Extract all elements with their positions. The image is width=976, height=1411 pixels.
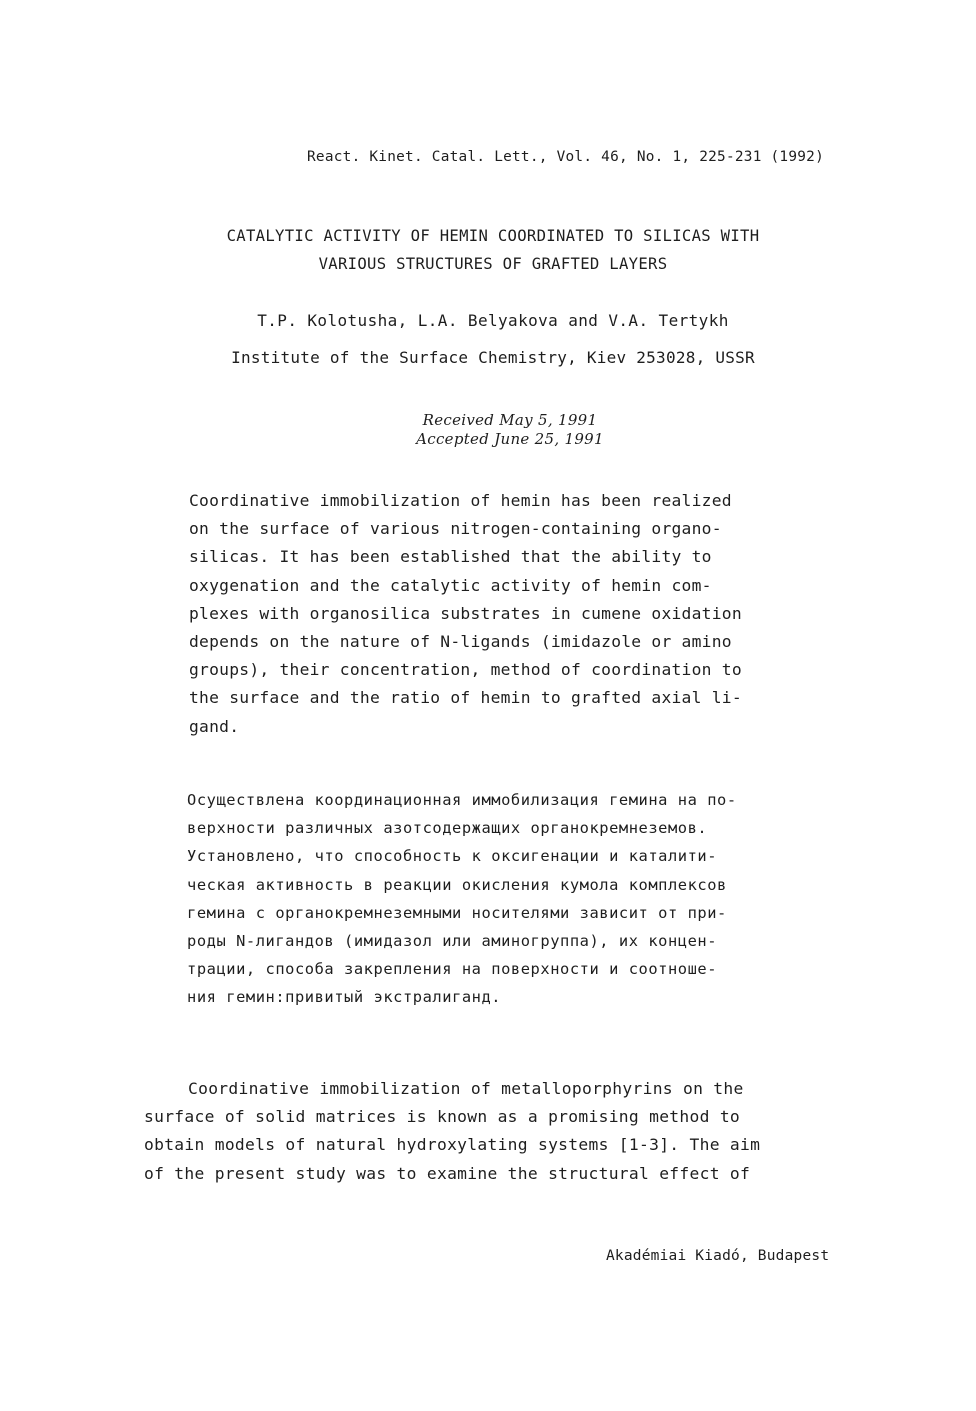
abstract-ru-line: Осуществлена координационная иммобилизация гемина на по- bbox=[187, 791, 737, 809]
accepted-date: Accepted June 25, 1991 bbox=[416, 429, 604, 448]
body-line: surface of solid matrices is known as a promising method to bbox=[144, 1107, 741, 1127]
title-line-2: VARIOUS STRUCTURES OF GRAFTED LAYERS bbox=[318, 255, 668, 273]
abstract-en-line: plexes with organosilica substrates in cumene oxidation bbox=[189, 603, 742, 623]
abstract-en-line: Coordinative immobilization of hemin has been realized bbox=[189, 491, 732, 510]
abstract-english bbox=[189, 487, 742, 741]
abstract-en-line: silicas. It has been established that the ability to bbox=[189, 547, 712, 567]
abstract-russian bbox=[187, 786, 737, 1012]
abstract-ru-line: гемина с органокремнеземными носителями зависит от при- bbox=[187, 903, 727, 922]
abstract-ru-line: роды N-лигандов (имидазол или аминогруппа), их концен- bbox=[187, 932, 718, 951]
abstract-en-line: groups), their concentration, method of coordination to bbox=[189, 660, 742, 680]
received-date: Received May 5, 1991 bbox=[422, 411, 598, 429]
abstract-ru-line: ческая активность в реакции окисления кумола комплексов bbox=[187, 875, 727, 894]
journal-reference: React. Kinet. Catal. Lett., Vol. 46, No. 1, 225-231 (1992) bbox=[307, 149, 825, 165]
title-line-1: CATALYTIC ACTIVITY OF HEMIN COORDINATED TO SILICAS WITH bbox=[226, 227, 760, 245]
abstract-en-line: gand. bbox=[189, 716, 240, 736]
abstract-en-line: oxygenation and the catalytic activity of hemin com- bbox=[189, 575, 712, 595]
body-paragraph bbox=[144, 1075, 760, 1188]
body-line: of the present study was to examine the structural effect of bbox=[144, 1163, 751, 1183]
authors: T.P. Kolotusha, L.A. Belyakova and V.A. Tertykh bbox=[257, 311, 729, 330]
abstract-en-line: the surface and the ratio of hemin to grafted axial li- bbox=[189, 688, 742, 708]
abstract-ru-line: Установлено, что способность к оксигенации и каталити- bbox=[187, 847, 718, 866]
publisher-footer: Akadémiai Kiadó, Budapest bbox=[606, 1248, 830, 1264]
body-line: obtain models of natural hydroxylating systems [1-3]. The aim bbox=[144, 1135, 761, 1155]
abstract-ru-line: верхности различных азотсодержащих органокремнеземов. bbox=[187, 819, 708, 838]
abstract-ru-line: трации, способа закрепления на поверхности и соотноше- bbox=[187, 960, 718, 979]
dates-block bbox=[385, 411, 635, 448]
abstract-en-line: depends on the nature of N-ligands (imidazole or amino bbox=[189, 632, 732, 652]
body-line: Coordinative immobilization of metalloporphyrins on the bbox=[188, 1079, 744, 1098]
abstract-en-line: on the surface of various nitrogen-containing organo- bbox=[189, 519, 722, 539]
abstract-ru-line: ния гемин:привитый экстралиганд. bbox=[187, 988, 502, 1007]
institution: Institute of the Surface Chemistry, Kiev 253028, USSR bbox=[231, 348, 755, 367]
